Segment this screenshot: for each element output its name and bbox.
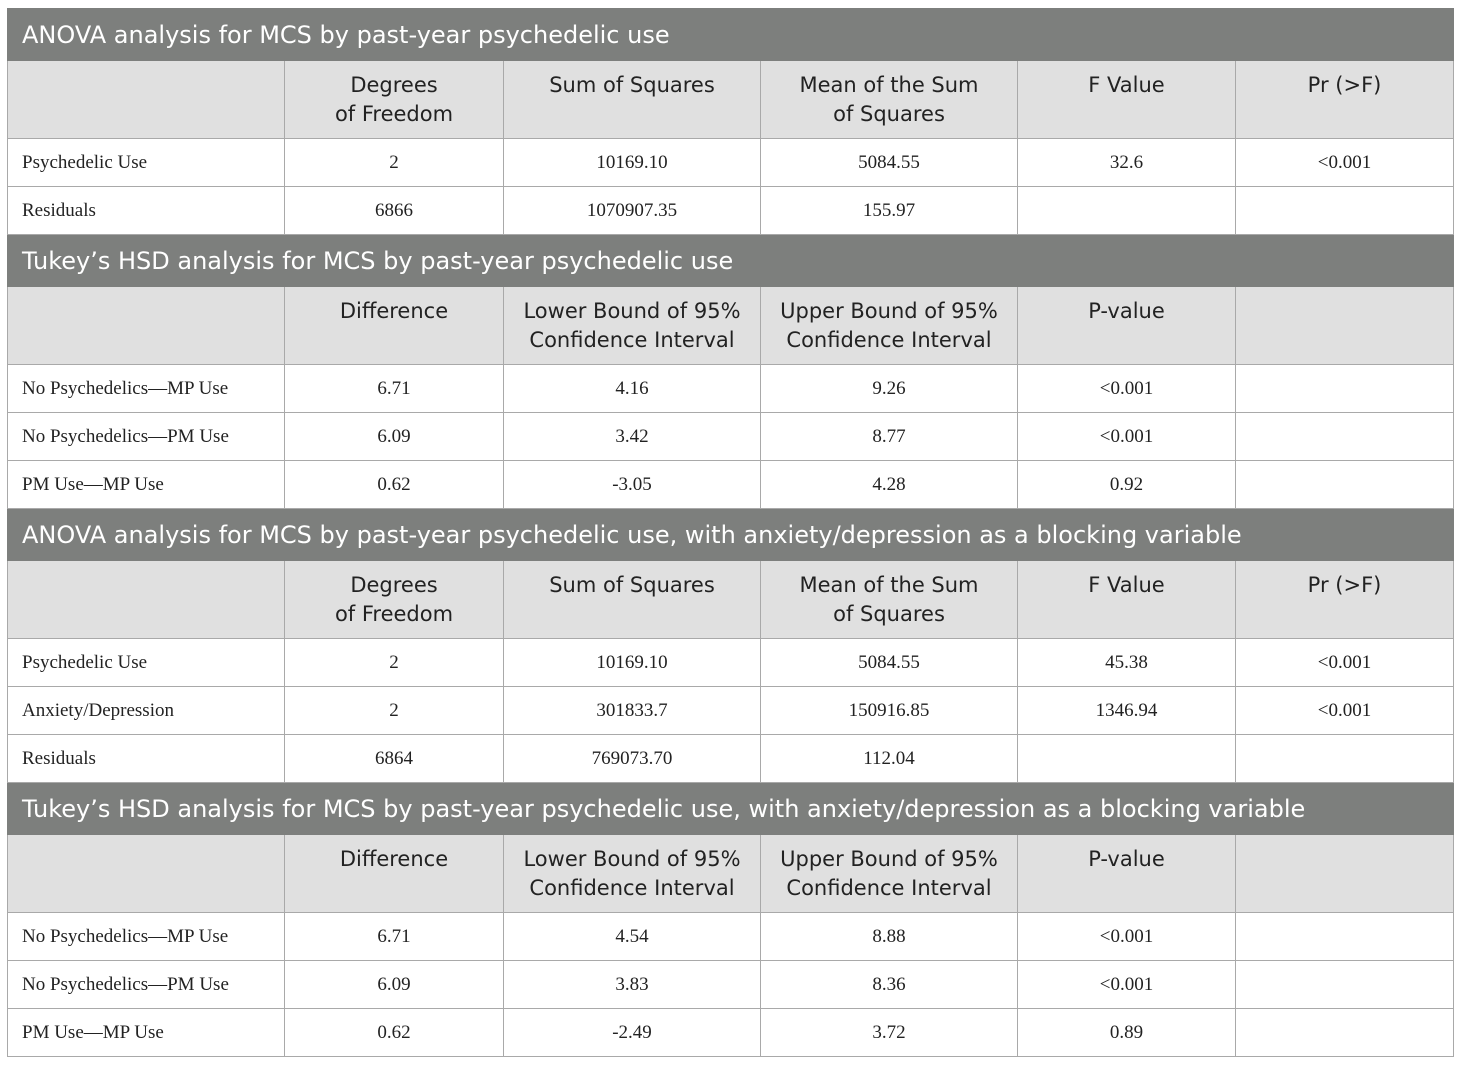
column-header-blank [8, 835, 285, 913]
column-header [1018, 287, 1236, 365]
row-label: No Psychedelics—PM Use [8, 413, 285, 461]
table-cell [1236, 413, 1454, 461]
column-header-line: Difference [339, 299, 449, 323]
table-cell: <0.001 [1236, 639, 1454, 687]
row-label: Residuals [8, 187, 285, 235]
table-cell [1236, 365, 1454, 413]
column-header-row [8, 61, 1454, 139]
table-cell: 6.71 [285, 913, 504, 961]
column-header-line: Confidence Interval [529, 328, 735, 352]
table-cell [1236, 961, 1454, 1009]
column-header [761, 61, 1018, 139]
table-cell: <0.001 [1018, 961, 1236, 1009]
row-label: Anxiety/Depression [8, 687, 285, 735]
column-header-line: Pr (>F) [1307, 73, 1382, 97]
column-header-line: P-value [1088, 299, 1165, 323]
column-header-line: Confidence Interval [529, 876, 735, 900]
column-header [504, 561, 761, 639]
table-cell: <0.001 [1236, 139, 1454, 187]
column-header-line: Difference [339, 847, 449, 871]
table-cell: 150916.85 [761, 687, 1018, 735]
table-cell: 0.92 [1018, 461, 1236, 509]
table-row [8, 913, 1454, 961]
column-header-blank [8, 61, 285, 139]
column-header [1018, 835, 1236, 913]
column-header-line: Degrees [350, 573, 438, 597]
table-cell: 5084.55 [761, 639, 1018, 687]
column-header-line: Confidence Interval [786, 328, 992, 352]
table-cell: 112.04 [761, 735, 1018, 783]
section-header-row [8, 235, 1454, 287]
table-row [8, 187, 1454, 235]
column-header-line: of Squares [833, 102, 945, 126]
table-cell: 5084.55 [761, 139, 1018, 187]
column-header [761, 287, 1018, 365]
table-cell: 0.62 [285, 1009, 504, 1057]
column-header [1236, 61, 1454, 139]
table-cell: 2 [285, 687, 504, 735]
table-cell: 32.6 [1018, 139, 1236, 187]
column-header-line: Sum of Squares [549, 73, 715, 97]
column-header-row [8, 287, 1454, 365]
column-header-row [8, 835, 1454, 913]
column-header-line: Degrees [350, 73, 438, 97]
column-header [285, 61, 504, 139]
table-cell: 1070907.35 [504, 187, 761, 235]
table-cell: 6.71 [285, 365, 504, 413]
table-cell: <0.001 [1018, 913, 1236, 961]
column-header [761, 835, 1018, 913]
table-cell: 10169.10 [504, 139, 761, 187]
row-label: PM Use—MP Use [8, 1009, 285, 1057]
section-header-row [8, 509, 1454, 561]
column-header-line: of Freedom [334, 602, 454, 626]
column-header-line: Lower Bound of 95% [523, 847, 741, 871]
row-label: No Psychedelics—PM Use [8, 961, 285, 1009]
column-header-line: of Freedom [334, 102, 454, 126]
column-header-line: Sum of Squares [549, 573, 715, 597]
column-header-blank [8, 287, 285, 365]
column-header [1018, 61, 1236, 139]
column-header-line: Pr (>F) [1307, 573, 1382, 597]
table-row [8, 639, 1454, 687]
table-row [8, 687, 1454, 735]
table-row [8, 139, 1454, 187]
table-cell: 10169.10 [504, 639, 761, 687]
row-label: Psychedelic Use [8, 139, 285, 187]
table-cell: 1346.94 [1018, 687, 1236, 735]
table-cell [1018, 187, 1236, 235]
table-cell: -3.05 [504, 461, 761, 509]
table-cell: 8.36 [761, 961, 1018, 1009]
table-cell: 6866 [285, 187, 504, 235]
column-header-line: Upper Bound of 95% [780, 299, 998, 323]
table-cell [1018, 735, 1236, 783]
table-cell: 4.28 [761, 461, 1018, 509]
column-header-line: Upper Bound of 95% [780, 847, 998, 871]
section-header-row [8, 783, 1454, 835]
statistics-table [7, 8, 1454, 1057]
table-cell: 6.09 [285, 961, 504, 1009]
row-label: Psychedelic Use [8, 639, 285, 687]
table-row [8, 961, 1454, 1009]
table-row [8, 461, 1454, 509]
row-label: No Psychedelics—MP Use [8, 365, 285, 413]
column-header-line: Mean of the Sum [799, 73, 979, 97]
table-cell: <0.001 [1018, 413, 1236, 461]
table-cell: 3.83 [504, 961, 761, 1009]
table-cell [1236, 913, 1454, 961]
table-cell: 0.89 [1018, 1009, 1236, 1057]
column-header-line: Mean of the Sum [799, 573, 979, 597]
column-header [1018, 561, 1236, 639]
table-cell: -2.49 [504, 1009, 761, 1057]
column-header-line: P-value [1088, 847, 1165, 871]
table-cell: 6.09 [285, 413, 504, 461]
table-cell: 0.62 [285, 461, 504, 509]
column-header-blank [8, 561, 285, 639]
column-header [761, 561, 1018, 639]
row-label: No Psychedelics—MP Use [8, 913, 285, 961]
column-header [285, 287, 504, 365]
column-header [1236, 287, 1454, 365]
section-title: ANOVA analysis for MCS by past-year psychedelic use [8, 9, 1454, 61]
table-row [8, 735, 1454, 783]
table-row [8, 365, 1454, 413]
table-cell: 769073.70 [504, 735, 761, 783]
column-header [1236, 561, 1454, 639]
column-header-row [8, 561, 1454, 639]
column-header [285, 835, 504, 913]
table-cell: 2 [285, 639, 504, 687]
column-header-line: F Value [1088, 73, 1165, 97]
section-title: Tukey’s HSD analysis for MCS by past-year psychedelic use [8, 235, 1454, 287]
table-cell: 9.26 [761, 365, 1018, 413]
column-header [1236, 835, 1454, 913]
table-cell: 3.72 [761, 1009, 1018, 1057]
row-label: Residuals [8, 735, 285, 783]
section-title: Tukey’s HSD analysis for MCS by past-year psychedelic use, with anxiety/depression as a blocking variable [8, 783, 1454, 835]
table-cell: <0.001 [1236, 687, 1454, 735]
column-header-line: F Value [1088, 573, 1165, 597]
table-cell: 4.54 [504, 913, 761, 961]
table-row [8, 1009, 1454, 1057]
table-row [8, 413, 1454, 461]
table-cell [1236, 735, 1454, 783]
table-cell: 8.88 [761, 913, 1018, 961]
section-header-row [8, 9, 1454, 61]
table-cell: 2 [285, 139, 504, 187]
column-header [504, 61, 761, 139]
table-cell: 4.16 [504, 365, 761, 413]
table-cell [1236, 1009, 1454, 1057]
table-cell: 3.42 [504, 413, 761, 461]
column-header-line: of Squares [833, 602, 945, 626]
table-cell: 8.77 [761, 413, 1018, 461]
table-cell [1236, 461, 1454, 509]
column-header [504, 835, 761, 913]
table-cell: <0.001 [1018, 365, 1236, 413]
section-title: ANOVA analysis for MCS by past-year psychedelic use, with anxiety/depression as a blocking variable [8, 509, 1454, 561]
column-header [285, 561, 504, 639]
table-cell [1236, 187, 1454, 235]
table-cell: 155.97 [761, 187, 1018, 235]
table-cell: 301833.7 [504, 687, 761, 735]
column-header-line: Lower Bound of 95% [523, 299, 741, 323]
row-label: PM Use—MP Use [8, 461, 285, 509]
table-cell: 45.38 [1018, 639, 1236, 687]
table-cell: 6864 [285, 735, 504, 783]
column-header [504, 287, 761, 365]
column-header-line: Confidence Interval [786, 876, 992, 900]
